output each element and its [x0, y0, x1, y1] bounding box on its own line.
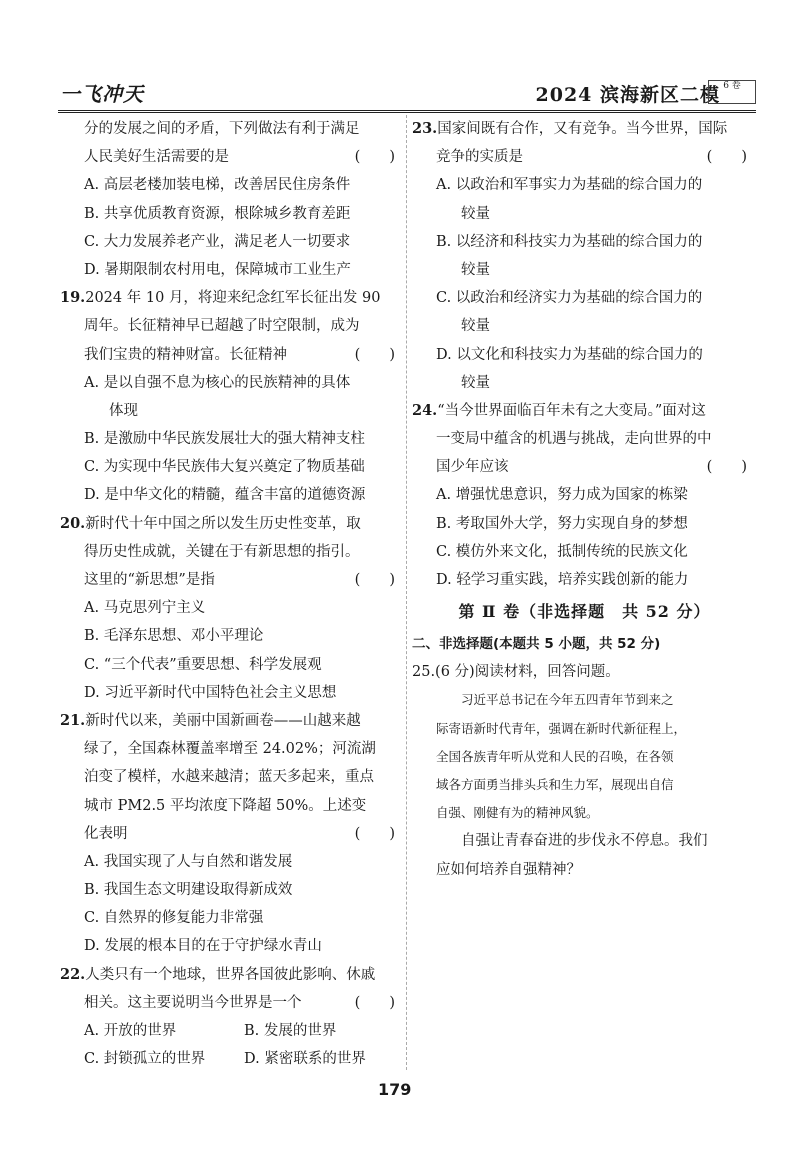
q20-option: B. 毛泽东思想、邓小平理论 — [84, 628, 264, 645]
answer-paren: ( ) — [354, 346, 395, 363]
section-title: 第 Ⅱ 卷（非选择题 共 52 分） — [458, 602, 711, 622]
q24-number: 24. — [412, 401, 438, 419]
q19-option: A. 是以自强不息为核心的民族精神的具体 — [84, 374, 351, 391]
q21-option: A. 我国实现了人与自然和谐发展 — [84, 853, 293, 870]
q18-option: C. 大力发展养老产业，满足老人一切要求 — [84, 233, 351, 250]
q25-material: 全国各族青年听从党和人民的召唤，在各领 — [436, 748, 674, 764]
q23-option: A. 以政治和军事实力为基础的综合国力的 — [436, 177, 703, 194]
q22-option: B. 发展的世界 — [244, 1023, 337, 1039]
q25-heading: 25.(6 分)阅读材料，回答问题。 — [412, 664, 620, 681]
q24-stem: 一变局中蕴含的机遇与挑战，走向世界的中 — [436, 431, 712, 448]
q21-number: 21. — [60, 711, 86, 729]
q22-options-row — [60, 1017, 405, 1045]
answer-paren: ( ) — [354, 149, 395, 166]
q22-option: D. 紧密联系的世界 — [244, 1051, 366, 1068]
column-divider — [406, 115, 407, 1070]
q19-stem: 19.2024 年 10 月，将迎来纪念红军长征出发 90 — [60, 289, 381, 307]
q23-option: 较量 — [461, 374, 490, 391]
section-heading: 二、非选择题(本题共 5 小题，共 52 分) — [412, 636, 661, 653]
answer-paren: ( ) — [354, 994, 395, 1011]
q20-stem: 这里的“新思想”是指 ( ) — [60, 566, 405, 594]
page-number: 179 — [378, 1080, 412, 1099]
brand-logo: 一飞冲天 — [60, 82, 144, 106]
q23-stem: 竞争的实质是 ( ) — [412, 143, 757, 171]
q21-option: D. 发展的根本目的在于守护绿水青山 — [84, 938, 322, 955]
q23-number: 23. — [412, 120, 438, 137]
q18-option: A. 高层老楼加装电梯，改善居民住房条件 — [84, 177, 351, 194]
q24-stem: 24.“当今世界面临百年未有之大变局。”面对这 — [412, 401, 706, 419]
q25-question: 应如何培养自强精神？ — [436, 861, 581, 878]
q22-stem: 相关。这主要说明当今世界是一个 ( ) — [60, 989, 405, 1017]
q19-number: 19. — [60, 289, 86, 307]
q23-option: 较量 — [461, 261, 490, 278]
q21-stem: 绿了，全国森林覆盖率增至 24.02%；河流湖 — [84, 741, 376, 758]
q23-option: D. 以文化和科技实力为基础的综合国力的 — [436, 346, 703, 363]
q21-option: C. 自然界的修复能力非常强 — [84, 910, 264, 927]
q25-material: 际寄语新时代青年，强调在新时代新征程上， — [436, 720, 687, 736]
q20-option: D. 习近平新时代中国特色社会主义思想 — [84, 684, 337, 701]
left-column — [60, 115, 405, 1073]
q19-option: B. 是激励中华民族发展壮大的强大精神支柱 — [84, 431, 365, 448]
q18-line: 分的发展之间的矛盾，下列做法有利于满足 — [84, 121, 360, 137]
q18-option: D. 暑期限制农村用电，保障城市工业生产 — [84, 261, 351, 278]
q25-material: 习近平总书记在今年五四青年节到来之 — [461, 692, 674, 708]
q19-option: 体现 — [109, 402, 138, 419]
q24-option: D. 轻学习重实践，培养实践创新的能力 — [436, 572, 689, 588]
q21-stem: 泊变了模样，水越来越清；蓝天多起来，重点 — [84, 769, 374, 786]
q22-option: A. 开放的世界 — [84, 1023, 177, 1039]
q21-stem: 21.新时代以来，美丽中国新画卷——山越来越 — [60, 711, 361, 729]
q23-stem: 23.国家间既有合作，又有竞争。当今世界，国际 — [412, 120, 728, 137]
q25-material: 自强、刚健有为的精神风貌。 — [436, 805, 599, 821]
q25-material: 域各方面勇当排头兵和生力军，展现出自信 — [436, 776, 674, 792]
q23-option: B. 以经济和科技实力为基础的综合国力的 — [436, 233, 703, 250]
q22-number: 22. — [60, 965, 86, 983]
q23-option: C. 以政治和经济实力为基础的综合国力的 — [436, 290, 703, 307]
q19-stem: 我们宝贵的精神财富。长征精神 ( ) — [60, 341, 405, 369]
q24-option: A. 增强忧患意识，努力成为国家的栋梁 — [436, 487, 688, 504]
exam-title: 2024 滨海新区二模 — [535, 84, 720, 106]
q20-option: A. 马克思列宁主义 — [84, 600, 206, 617]
q24-stem: 国少年应该 ( ) — [412, 453, 757, 481]
q24-option: C. 模仿外来文化，抵制传统的民族文化 — [436, 543, 688, 560]
exam-badge: 6 卷 — [708, 80, 756, 104]
q20-stem: 20.新时代十年中国之所以发生历史性变革，取 — [60, 514, 361, 532]
q23-option: 较量 — [461, 318, 490, 335]
answer-paren: ( ) — [706, 149, 747, 166]
q18-line: 人民美好生活需要的是 ( ) — [60, 143, 405, 171]
q20-option: C. “三个代表”重要思想、科学发展观 — [84, 656, 322, 673]
header-rule — [58, 110, 756, 113]
q20-stem: 得历史性成就，关键在于有新思想的指引。 — [84, 543, 360, 560]
q21-stem: 城市 PM2.5 平均浓度下降超 50%。上述变 — [84, 797, 367, 814]
q24-option: B. 考取国外大学，努力实现自身的梦想 — [436, 515, 688, 532]
q21-stem: 化表明 ( ) — [60, 820, 405, 848]
right-column — [412, 115, 757, 884]
q23-option: 较量 — [461, 205, 490, 222]
q19-stem: 周年。长征精神早已超越了时空限制，成为 — [84, 318, 360, 335]
q19-option: C. 为实现中华民族伟大复兴奠定了物质基础 — [84, 459, 365, 476]
q25-question: 自强让青春奋进的步伐永不停息。我们 — [461, 833, 708, 850]
answer-paren: ( ) — [354, 572, 395, 588]
q22-option: C. 封锁孤立的世界 — [84, 1051, 206, 1068]
q19-option: D. 是中华文化的精髓，蕴含丰富的道德资源 — [84, 487, 366, 504]
q22-options-row — [60, 1045, 405, 1073]
answer-paren: ( ) — [354, 825, 395, 842]
answer-paren: ( ) — [706, 459, 747, 476]
q20-number: 20. — [60, 514, 86, 532]
q18-option: B. 共享优质教育资源，根除城乡教育差距 — [84, 205, 351, 222]
q21-option: B. 我国生态文明建设取得新成效 — [84, 882, 293, 899]
q22-stem: 22.人类只有一个地球，世界各国彼此影响、休戚 — [60, 965, 376, 983]
